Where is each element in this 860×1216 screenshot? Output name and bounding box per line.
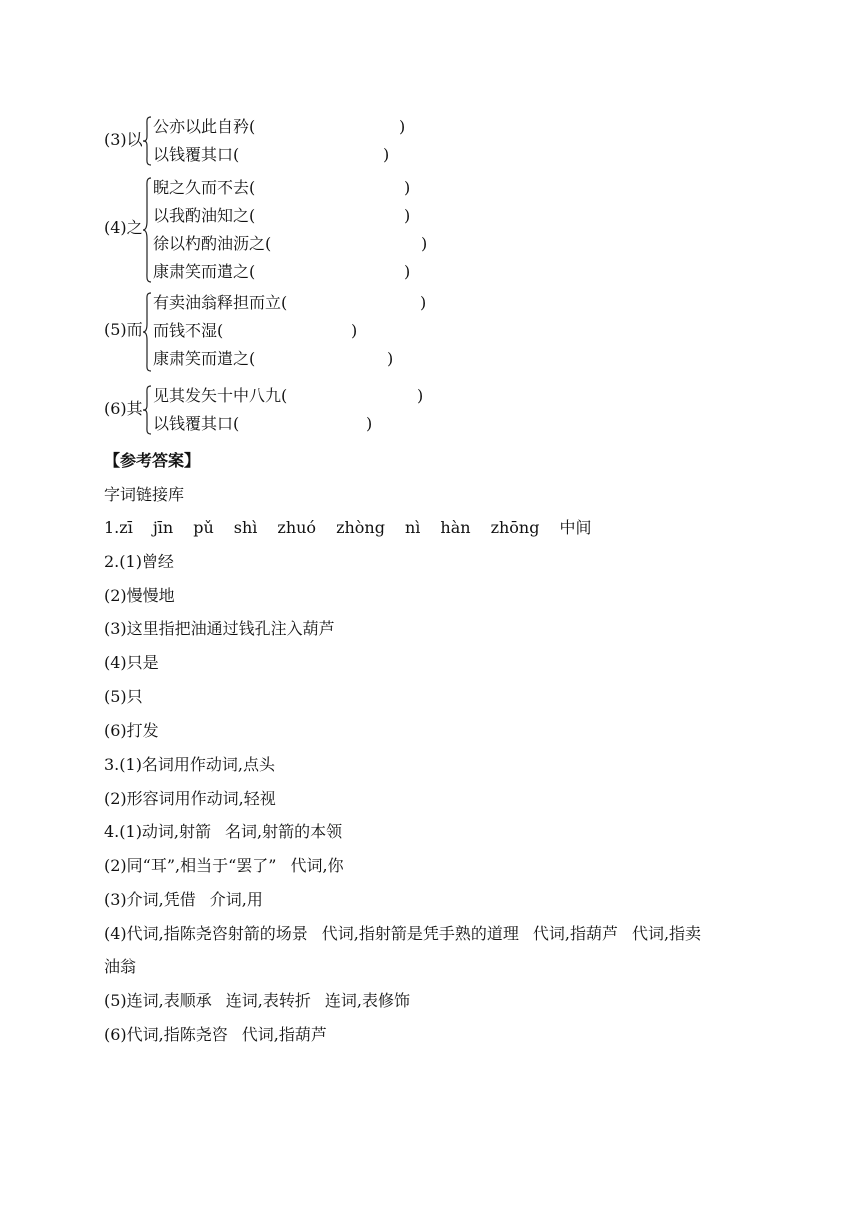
group-item: 有卖油翁释担而立( ) — [153, 293, 427, 312]
answer-line: 4.(1)动词,射箭 名词,射箭的本领 — [104, 822, 343, 841]
curly-brace — [142, 177, 152, 283]
group-item: 康肃笑而遣之( ) — [153, 262, 411, 281]
group-item: 见其发矢十中八九( ) — [153, 386, 424, 405]
group-item: 睨之久而不去( ) — [153, 178, 411, 197]
answer-heading: 【参考答案】 — [104, 451, 201, 470]
answer-line: (5)连词,表顺承 连词,表转折 连词,表修饰 — [104, 991, 410, 1010]
answer-line: (3)这里指把油通过钱孔注入葫芦 — [104, 619, 335, 638]
group-item: 以钱覆其口( ) — [153, 414, 373, 433]
answer-line: (5)只 — [104, 687, 143, 706]
group-item: 而钱不湿( ) — [153, 321, 358, 340]
curly-brace — [142, 116, 152, 166]
group-label: (3)以 — [104, 130, 143, 149]
q1-number: 1. — [104, 518, 120, 537]
answer-line: 油翁 — [104, 957, 137, 976]
answer-line: 2.(1)曾经 — [104, 552, 174, 571]
answer-q1-line: 1.zī jīn pǔ shì zhuó zhòng nì hàn zhōng 中间 — [104, 518, 592, 537]
answer-line: (4)代词,指陈尧咨射箭的场景 代词,指射箭是凭手熟的道理 代词,指葫芦 代词,指卖 — [104, 924, 702, 943]
curly-brace — [142, 292, 152, 372]
answer-subheading: 字词链接库 — [104, 485, 185, 504]
group-item: 公亦以此自矜( ) — [153, 117, 406, 136]
group-label: (5)而 — [104, 320, 143, 339]
answer-line: 3.(1)名词用作动词,点头 — [104, 755, 276, 774]
group-label: (4)之 — [104, 218, 143, 237]
answer-line: (4)只是 — [104, 653, 159, 672]
answer-line: (2)慢慢地 — [104, 586, 175, 605]
answer-line: (2)同“耳”,相当于“罢了” 代词,你 — [104, 856, 344, 875]
answer-line: (2)形容词用作动词,轻视 — [104, 789, 276, 808]
group-item: 以我酌油知之( ) — [153, 206, 411, 225]
answer-line: (3)介词,凭借 介词,用 — [104, 890, 263, 909]
group-item: 康肃笑而遣之( ) — [153, 349, 394, 368]
answer-line: (6)代词,指陈尧咨 代词,指葫芦 — [104, 1025, 327, 1044]
curly-brace — [142, 385, 152, 435]
answer-line: (6)打发 — [104, 721, 159, 740]
group-label: (6)其 — [104, 399, 143, 418]
group-item: 以钱覆其口( ) — [153, 145, 390, 164]
group-item: 徐以杓酌油沥之( ) — [153, 234, 428, 253]
